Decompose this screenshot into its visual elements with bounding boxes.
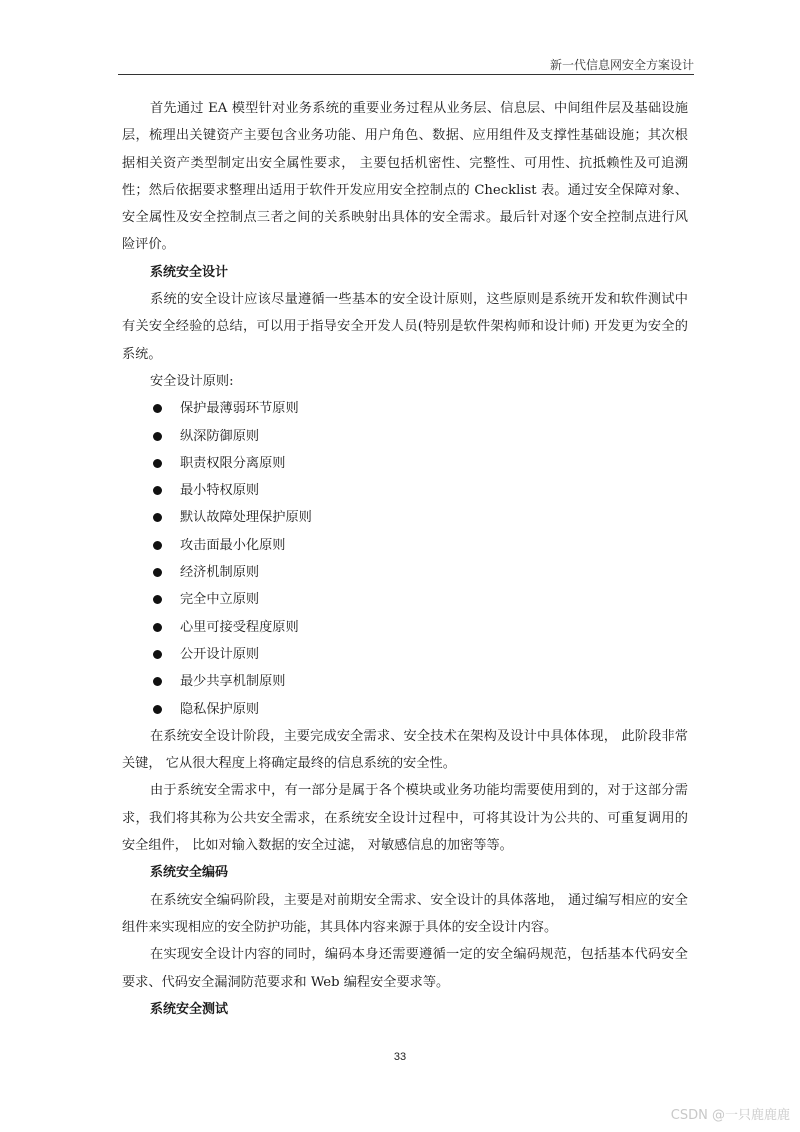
running-header — [118, 58, 694, 75]
list-item-label: 隐私保护原则 — [180, 701, 260, 717]
list-item — [122, 504, 688, 531]
list-item-label: 职责权限分离原则 — [180, 455, 286, 471]
list-item-label: 最少共享机制原则 — [180, 674, 286, 690]
section-heading-design: 系统安全设计 — [150, 264, 229, 280]
bullet-icon — [153, 432, 162, 441]
principles-lead: 安全设计原则: — [150, 373, 234, 389]
list-item — [122, 641, 688, 668]
list-item — [122, 477, 688, 504]
coding-paragraph-1: 在系统安全编码阶段，主要是对前期安全需求、安全设计的具体落地， 通过编写相应的安全组件来实现相应的安全防护功能，其具体内容来源于具体的安全设计内容。 — [122, 892, 688, 935]
header-title: 新一代信息网安全方案设计 — [549, 58, 694, 72]
list-item-label: 心里可接受程度原则 — [180, 619, 299, 635]
design-paragraph: 系统的安全设计应该尽量遵循一些基本的安全设计原则，这些原则是系统开发和软件测试中有关安全经验的总结，可以用于指导安全开发人员(特别是软件架构师和设计师) 开发更为安全的系统。 — [122, 292, 688, 362]
bullet-icon — [153, 513, 162, 522]
bullet-icon — [153, 650, 162, 659]
page-number: 33 — [393, 1051, 407, 1063]
list-item — [122, 559, 688, 586]
list-item — [122, 668, 688, 695]
section-heading-coding: 系统安全编码 — [150, 865, 229, 881]
bullet-icon — [153, 568, 162, 577]
list-item — [122, 423, 688, 450]
bullet-icon — [153, 623, 162, 632]
list-item-label: 纵深防御原则 — [180, 428, 260, 444]
page-body — [122, 95, 688, 1023]
list-item-label: 保护最薄弱环节原则 — [180, 401, 299, 417]
watermark: CSDN @一只鹿鹿鹿 — [670, 1108, 790, 1123]
bullet-icon — [153, 404, 162, 413]
public-requirements-paragraph: 由于系统安全需求中，有一部分是属于各个模块或业务功能均需要使用到的，对于这部分需求，我们将其称为公共安全需求，在系统安全设计过程中，可将其设计为公共的、可重复调用的安全组件， 比如对输入数据的安全过滤， 对敏感信息的加密等等。 — [122, 783, 688, 854]
section-heading-testing: 系统安全测试 — [150, 1001, 229, 1017]
bullet-icon — [153, 459, 162, 468]
bullet-icon — [153, 486, 162, 495]
bullet-icon — [153, 705, 162, 714]
coding-paragraph-2: 在实现安全设计内容的同时，编码本身还需要遵循一定的安全编码规范，包括基本代码安全要求、代码安全漏洞防范要求和 Web 编程安全要求等。 — [122, 947, 688, 990]
list-item — [122, 696, 688, 723]
list-item — [122, 532, 688, 559]
list-item-label: 默认故障处理保护原则 — [180, 510, 312, 526]
principles-list — [122, 395, 688, 723]
bullet-icon — [153, 541, 162, 550]
list-item — [122, 395, 688, 422]
design-phase-paragraph: 在系统安全设计阶段，主要完成安全需求、安全技术在架构及设计中具体体现， 此阶段非常关键， 它从很大程度上将确定最终的信息系统的安全性。 — [122, 728, 688, 772]
list-item-label: 完全中立原则 — [180, 592, 260, 608]
bullet-icon — [153, 677, 162, 686]
list-item-label: 经济机制原则 — [180, 565, 260, 581]
intro-paragraph: 首先通过 EA 模型针对业务系统的重要业务过程从业务层、信息层、中间组件层及基础设施层，梳理出关键资产主要包含业务功能、用户角色、数据、应用组件及支撑性基础设施；其次根据相关资产类型制定出安全属性要求， 主要包括机密性、完整性、可用性、抗抵赖性及可追溯性；然后依据要求整理出适用于软件开发应用安全控制点的 Checklist 表。通过安全保障对象、安全属性及安全控制点三者之间的关系映射出具体的安全需求。最后针对逐个安全控制点进行风险评价。 — [122, 101, 688, 253]
list-item-label: 最小特权原则 — [180, 483, 260, 499]
list-item — [122, 586, 688, 613]
bullet-icon — [153, 595, 162, 604]
list-item — [122, 614, 688, 641]
list-item-label: 攻击面最小化原则 — [180, 537, 286, 553]
list-item — [122, 450, 688, 477]
list-item-label: 公开设计原则 — [180, 646, 260, 662]
